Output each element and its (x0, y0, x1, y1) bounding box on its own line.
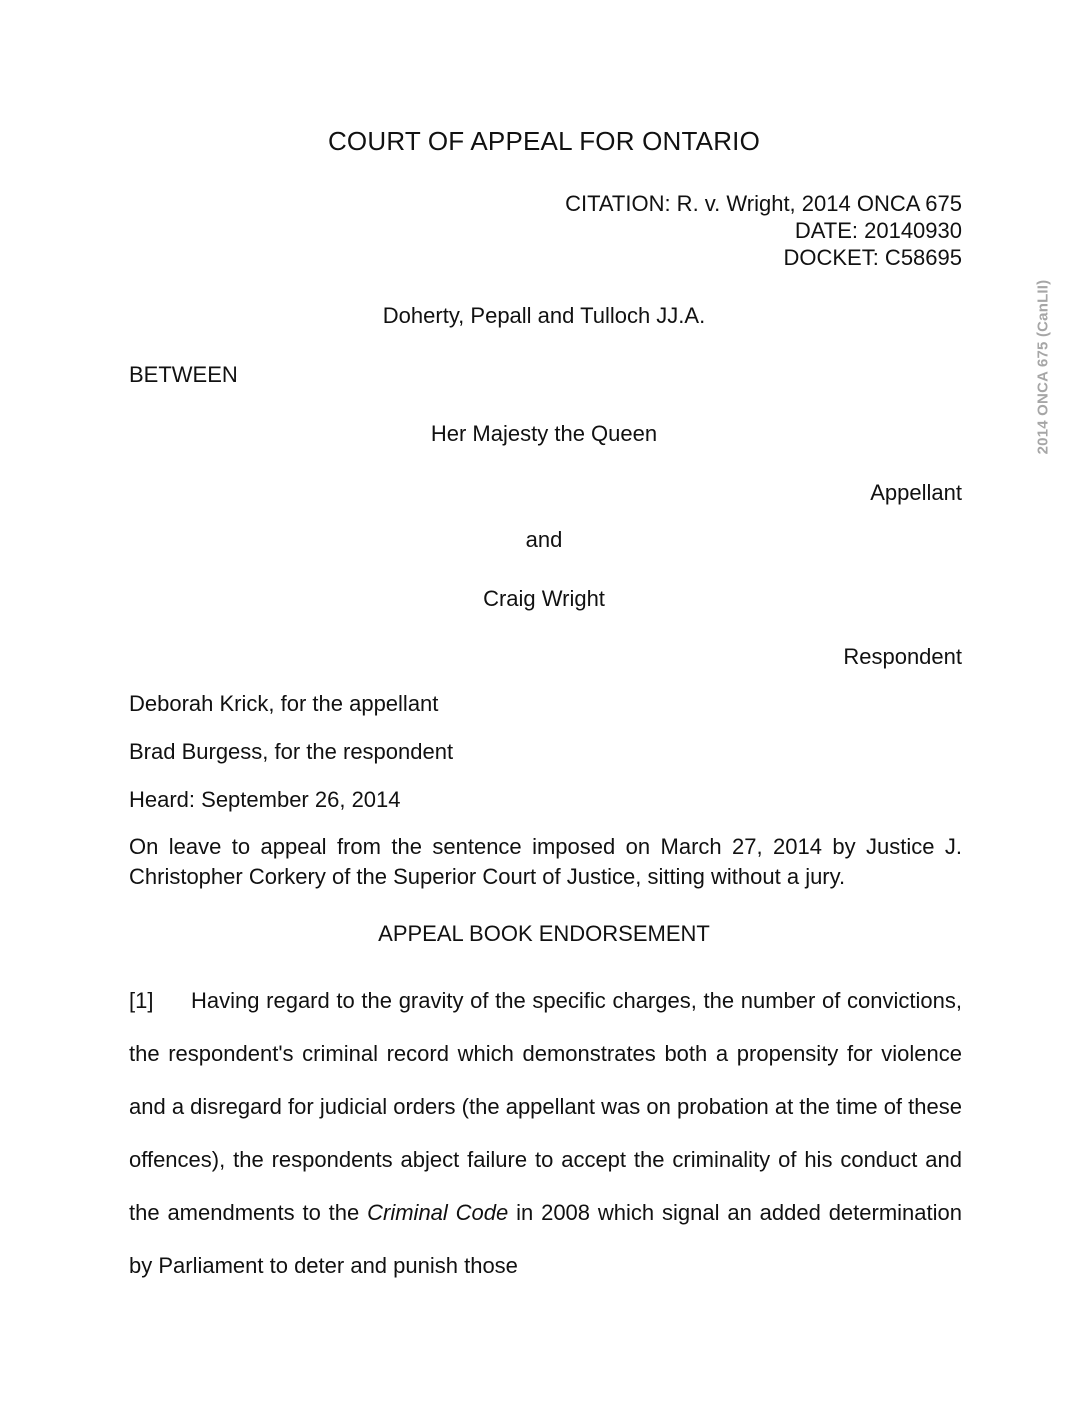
appellant-role: Appellant (870, 480, 962, 505)
paragraph-text-after: in 2008 which signal an added determination by Parliament to deter and punish those (129, 1200, 962, 1278)
paragraph-number: [1] (129, 988, 154, 1013)
between-label: BETWEEN (129, 362, 238, 387)
judges-panel: Doherty, Pepall and Tulloch JJ.A. (382, 303, 706, 328)
canlii-watermark (1032, 265, 1054, 469)
respondent-counsel: Brad Burgess, for the respondent (129, 739, 454, 764)
citation: CITATION: R. v. Wright, 2014 ONCA 675 (565, 191, 962, 216)
court-title: COURT OF APPEAL FOR ONTARIO (327, 126, 761, 156)
case-metadata (565, 190, 962, 271)
and-label: and (525, 527, 563, 552)
appellant-counsel: Deborah Krick, for the appellant (129, 691, 439, 716)
endorsement-heading: APPEAL BOOK ENDORSEMENT (378, 921, 710, 946)
heard-date: Heard: September 26, 2014 (129, 787, 401, 812)
docket-number: DOCKET: C58695 (783, 245, 962, 270)
watermark-text: 2014 ONCA 675 (CanLII) (1034, 279, 1052, 455)
decision-date: DATE: 20140930 (794, 218, 962, 243)
respondent-party: Craig Wright (483, 586, 605, 611)
respondent-role: Respondent (843, 644, 962, 669)
paragraph-text-italic: Criminal Code (367, 1200, 509, 1225)
appeal-origin: On leave to appeal from the sentence imposed on March 27, 2014 by Justice J. Christopher Corkery of the Superior Court of Justice, sitting without a jury. (129, 834, 962, 889)
endorsement-paragraph-1 (129, 974, 962, 1292)
paragraph-text-before: Having regard to the gravity of the specific charges, the number of convictions, the respondent's criminal record which demonstrates both a propensity for violence and a disregard for judicial orders (the appellant was on probation at the time of these offences), the respondents abject failure to accept the criminality of his conduct and the amendments to the (129, 988, 962, 1225)
appellant-party: Her Majesty the Queen (430, 421, 658, 446)
